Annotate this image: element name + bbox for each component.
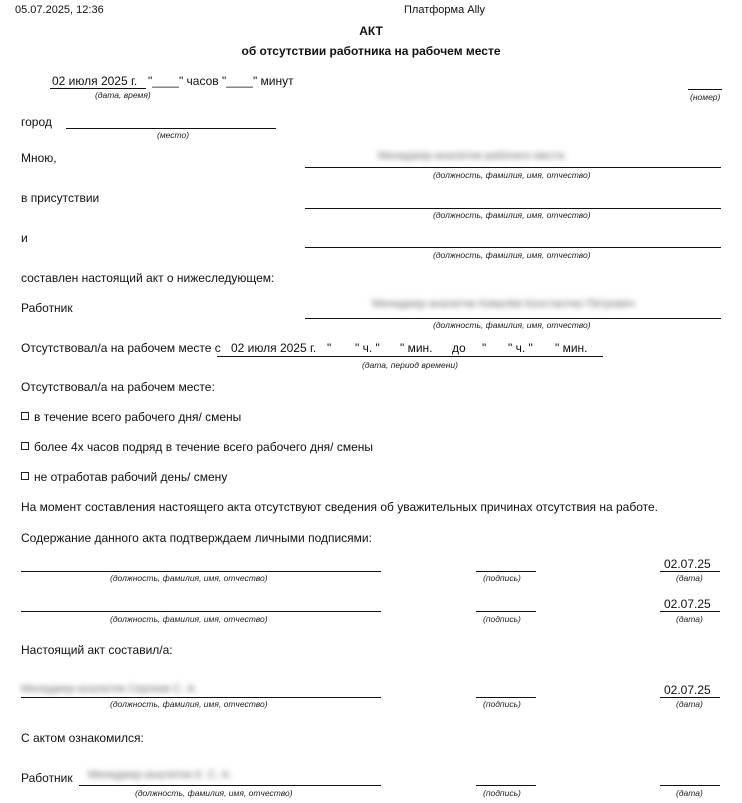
sig2-date-caption: (дата): [676, 614, 703, 624]
acquainted-date-line: [660, 785, 720, 786]
compiler-date-caption: (дата): [676, 699, 703, 709]
acquainted-person-redacted: Менеджер-аналитик К. С. А.: [88, 769, 232, 781]
sig2-fio-caption: (должность, фамилия, имя, отчество): [110, 614, 268, 624]
city-caption: (место): [157, 130, 190, 140]
intro-date-caption: (дата, время): [95, 90, 151, 100]
compiler-sign-caption: (подпись): [483, 699, 521, 709]
acquainted-label: С актом ознакомился:: [21, 731, 144, 745]
option-full-day[interactable]: [21, 410, 241, 424]
presence-line: [305, 208, 721, 209]
sig2-date: 02.07.25: [664, 597, 711, 611]
absence-to: до: [452, 341, 466, 355]
sig2-fio-line: [21, 611, 381, 612]
checkbox-not-worked[interactable]: [21, 472, 29, 480]
by-me-person-redacted: Менеджер-аналитик рабочего места: [378, 150, 565, 162]
acquainted-fio-caption: (должность, фамилия, имя, отчество): [135, 788, 293, 798]
worker-line: [305, 318, 721, 319]
confirm-text: Содержание данного акта подтверждаем личными подписями:: [21, 531, 372, 545]
and-line: [305, 247, 721, 248]
worker-label: Работник: [21, 301, 73, 315]
option-over-4h[interactable]: [21, 440, 373, 454]
sig1-sign-caption: (подпись): [483, 573, 521, 583]
worker-caption: (должность, фамилия, имя, отчество): [433, 320, 591, 330]
sig2-date-line: [660, 611, 720, 612]
and-caption: (должность, фамилия, имя, отчество): [433, 250, 591, 260]
option-not-worked-label: не отработав рабочий день/ смену: [34, 470, 228, 484]
option-not-worked[interactable]: [21, 470, 227, 484]
sig1-sign-line: [476, 571, 536, 572]
sig2-sign-line: [476, 611, 536, 612]
note-text: На момент составления настоящего акта отсутствуют сведения об уважительных причинах отсутствия на работе.: [21, 500, 658, 514]
city-line: [66, 128, 276, 129]
compiler-fio-caption: (должность, фамилия, имя, отчество): [110, 699, 268, 709]
compiler-label: Настоящий акт составил/а:: [21, 643, 173, 657]
acquainted-fio-line: [79, 785, 381, 786]
sig1-fio-caption: (должность, фамилия, имя, отчество): [110, 573, 268, 583]
option-over-4h-label: более 4х часов подряд в течение всего рабочего дня/ смены: [34, 440, 373, 454]
absence-quote-open-1: ": [327, 341, 332, 355]
and-label: и: [21, 231, 28, 245]
sig1-date: 02.07.25: [664, 557, 711, 571]
compiler-sign-line: [476, 697, 536, 698]
absence-minutes-1: " мин.: [400, 341, 433, 355]
compiler-person-redacted: Менеджер-аналитик Сергеев С. А.: [21, 683, 198, 695]
sig2-sign-caption: (подпись): [483, 614, 521, 624]
acquainted-date-caption: (дата): [676, 788, 703, 798]
by-me-caption: (должность, фамилия, имя, отчество): [433, 170, 591, 180]
presence-label: в присутствии: [21, 191, 100, 205]
by-me-line: [305, 167, 721, 168]
acquainted-worker-label: Работник: [21, 771, 73, 785]
sig1-date-line: [660, 571, 720, 572]
number-line: [688, 89, 722, 90]
print-datetime: 05.07.2025, 12:36: [15, 4, 104, 16]
absence-hours-2: " ч. ": [508, 341, 533, 355]
number-caption: (номер): [690, 92, 721, 102]
compiler-date-line: [660, 697, 720, 698]
city-label: город: [21, 115, 52, 129]
acquainted-sign-line: [476, 785, 536, 786]
intro-time: "____" часов "____" минут: [148, 74, 294, 88]
worker-person-redacted: Менеджер-аналитик Ковалёв Константин Петрович: [372, 298, 635, 310]
absence-line: [217, 356, 603, 357]
doc-subtitle: об отсутствии работника на рабочем месте: [241, 44, 501, 58]
absence-caption: (дата, период времени): [362, 360, 458, 370]
intro-date: 02 июля 2025 г.: [52, 74, 138, 88]
checkbox-full-day[interactable]: [21, 412, 29, 420]
presence-caption: (должность, фамилия, имя, отчество): [433, 210, 591, 220]
option-full-day-label: в течение всего рабочего дня/ смены: [34, 410, 242, 424]
checkbox-over-4h[interactable]: [21, 442, 29, 450]
sig1-fio-line: [21, 571, 381, 572]
compiler-fio-line: [21, 697, 381, 698]
platform-name: Платформа Ally: [404, 4, 485, 16]
absence-hours-1: " ч. ": [355, 341, 380, 355]
compiler-date: 02.07.25: [664, 683, 711, 697]
sig1-date-caption: (дата): [676, 573, 703, 583]
compiled-text: составлен настоящий акт о нижеследующем:: [21, 271, 275, 285]
intro-date-underline: [50, 88, 146, 89]
absence-minutes-2: " мин.: [555, 341, 588, 355]
by-me-label: Мною,: [21, 151, 57, 165]
absence-date: 02 июля 2025 г.: [231, 341, 317, 355]
acquainted-sign-caption: (подпись): [483, 788, 521, 798]
options-heading: Отсутствовал/а на рабочем месте:: [21, 380, 215, 394]
absence-label: Отсутствовал/а на рабочем месте с: [21, 341, 221, 355]
doc-title: АКТ: [359, 24, 383, 38]
absence-quote-open-2: ": [482, 341, 487, 355]
